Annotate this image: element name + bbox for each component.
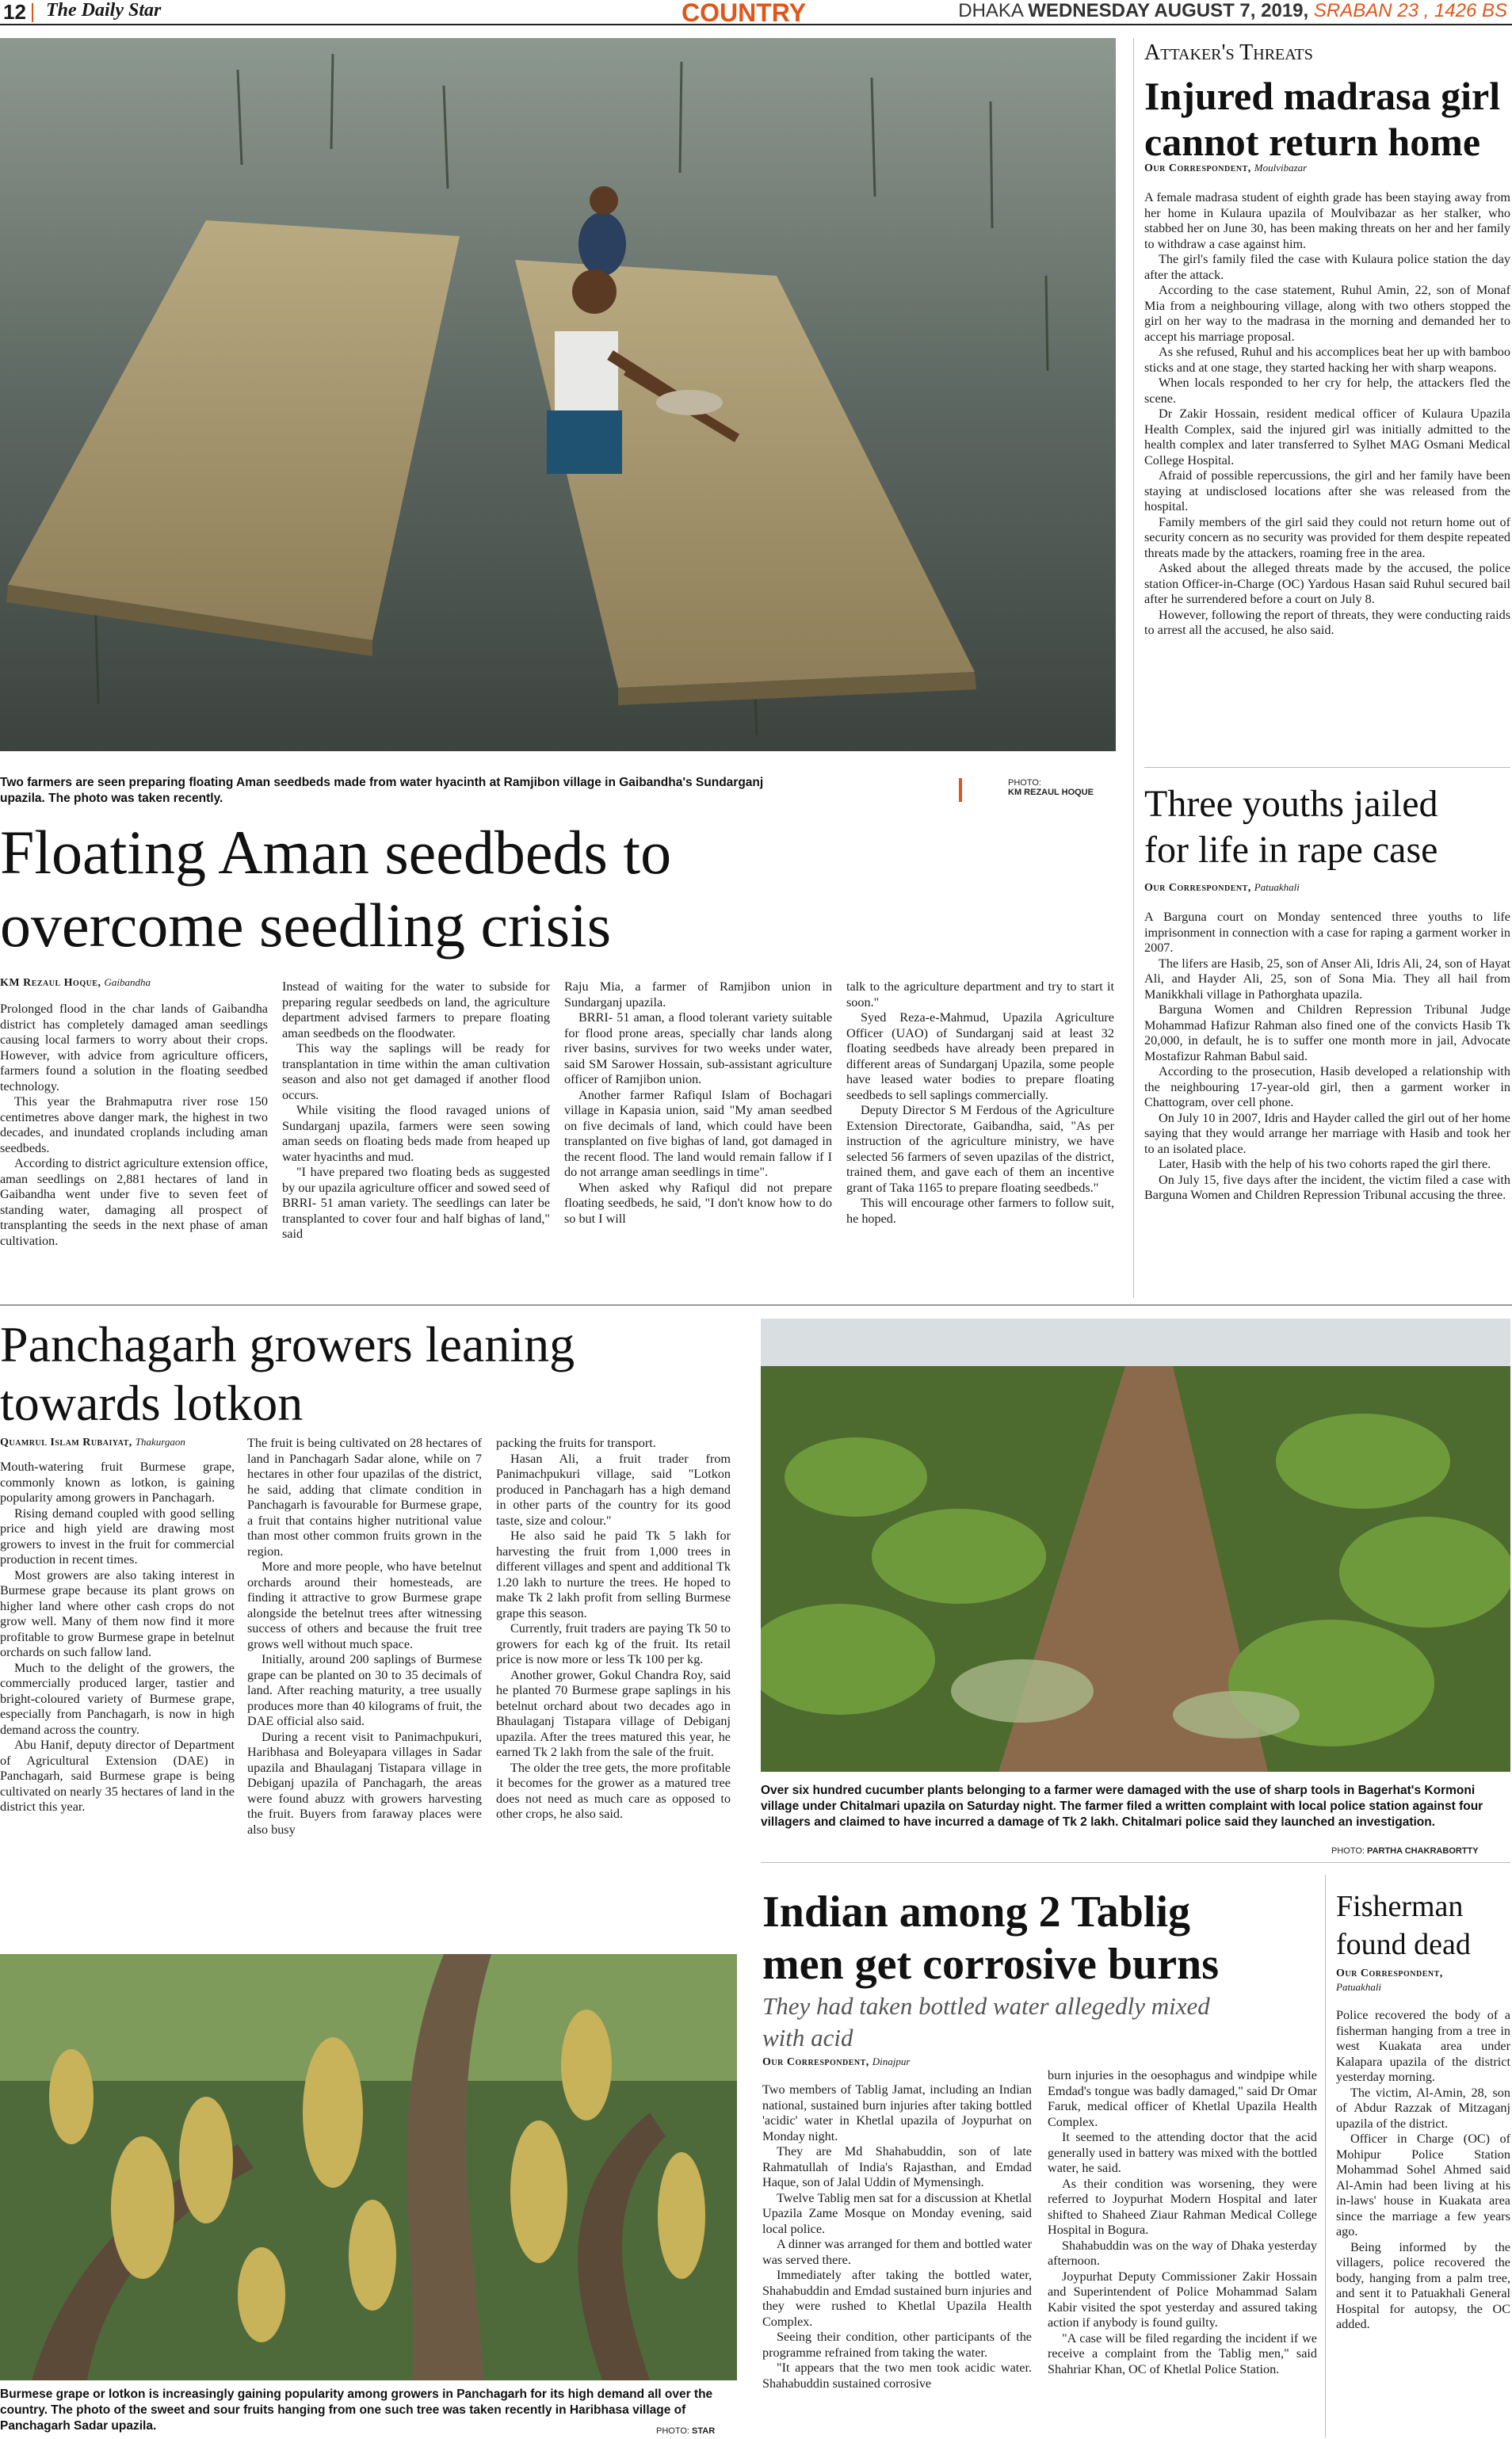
page-header: [0, 0, 1512, 25]
para: Officer in Charge (OC) of Mohipur Police Station Mohammad Sohel Ahmed said Al-Amin had been living at his in-laws' house in Kuakata area since the marriage a few years ago.: [1336, 2132, 1510, 2239]
para: Being informed by the villagers, police recovered the body, hanging from a palm tree, and sent it to Patuakhali General Hospital for autopsy, the OC added.: [1336, 2239, 1510, 2331]
para: He also said he paid Tk 5 lakh for harvesting the fruit from 1,000 trees in different villages and spent and additional Tk 1.20 lakh to nurture the trees. He hoped to make Tk 2 lakh profit from selling Burmese grape this season.: [496, 1529, 731, 1620]
credit-name: STAR: [692, 2426, 716, 2436]
para: The older the tree gets, the more profitable it becomes for the grower as a matured tree does not need as much care as opposed to other crops, he also said.: [496, 1760, 731, 1821]
para: Syed Reza-e-Mahmud, Upazila Agriculture Officer (UAO) of Sundarganj said at least 32 floating seedbeds have already been prepared in different areas of Sundarganj Upazila, some people have leased water bodies to prepare floating seedbeds to sell saplings commercially.: [846, 1010, 1114, 1102]
floating-aman-headline: [0, 816, 1117, 962]
para: Two members of Tablig Jamat, including an Indian national, sustained burn injuries after taking bottled 'acidic' water in Khetlal upazila of Joypurhat on Monday night.: [762, 2082, 1032, 2143]
para: talk to the agriculture department and try to start it soon.": [846, 979, 1114, 1010]
byline-name: Our Correspondent,: [1144, 162, 1251, 174]
para: A female madrasa student of eighth grade has been staying away from her home in Kulaura upazila of Moulvibazar as her stalker, who stabbed her on June 30, has been making threats on her and her family to withdraw a case against him.: [1144, 190, 1510, 251]
headline-line-1: Injured madrasa girl: [1144, 74, 1501, 118]
lotkon-credit: [656, 2426, 715, 2436]
dateline: [958, 0, 1507, 22]
column-rule: [1133, 38, 1134, 1298]
para: "It appears that the two men took acidic water. Shahabuddin sustained corrosive: [762, 2361, 1032, 2391]
madrasa-kicker: Attaker's Threats: [1144, 40, 1313, 65]
headline-line-2: overcome seedling crisis: [0, 891, 612, 960]
caption-marker: [959, 778, 962, 802]
para: Another farmer Rafiqul Islam of Bochagari village in Kapasia union, said "My aman seedbed on five decimals of land, which could have been transplanted on five bighas of land, got damaged in the recent flood. The land would remain fallow if I do not arrange aman seedlings in time".: [564, 1087, 832, 1179]
para: According to the prosecution, Hasib developed a relationship with the neighbouring 17-year-old girl, then a garment worker in Chattogram, over cell phone.: [1144, 1064, 1510, 1109]
fisherman-headline: [1336, 1887, 1471, 1964]
para: The lifers are Hasib, 25, son of Anser Ali, Idris Ali, 24, son of Hayat Ali, and Hayder Ali, 25, son of Sona Mia. They all hail from Manikkhali village in Pathorghata upazila.: [1144, 956, 1510, 1002]
para: On July 15, five days after the incident, the victim filed a case with Barguna Women and Children Repression Tribunal accusing the three.: [1144, 1172, 1510, 1202]
headline-line-1: Panchagarh growers leaning: [0, 1316, 575, 1372]
headline-line-1: Fisherman: [1336, 1890, 1464, 1923]
para: Afraid of possible repercussions, the girl and her family have been staying at undisclosed locations after she was released from the hospital.: [1144, 468, 1510, 513]
headline-line-1: Three youths jailed: [1144, 783, 1438, 825]
lotkon-col-3: [496, 1436, 731, 1939]
floating-aman-col-4: [846, 979, 1114, 1330]
para: Abu Hanif, deputy director of Department of Agricultural Extension (DAE) in Panchagarh, said Burmese grape is being cultivated on nearly 35 hectares of land in the district this year.: [0, 1738, 235, 1814]
madrasa-body: [1144, 190, 1510, 756]
credit-name: KM REZAUL HOQUE: [1008, 788, 1094, 797]
dateline-hijri: SRABAN 23 , 1426 BS: [1313, 0, 1507, 21]
byline-place: Patuakhali: [1254, 881, 1300, 893]
tablig-col-1: [762, 2082, 1032, 2437]
para: When asked why Rafiqul did not prepare floating seedbeds, he said, "I don't know how to do so but I will: [564, 1180, 832, 1226]
byline-place: Moulvibazar: [1254, 162, 1308, 174]
madrasa-headline: [1144, 73, 1500, 165]
para: Most growers are also taking interest in Burmese grape because its plant grows on higher land where other cash crops do not grow well. Many of them now find it more profitable to grow Burmese grape in betelnut orchards on such fallow land.: [0, 1567, 235, 1659]
para: Mouth-watering fruit Burmese grape, commonly known as lotkon, is gaining popularity among growers in Panchagarh.: [0, 1460, 235, 1505]
headline-line-2: for life in rape case: [1144, 829, 1438, 871]
para: This will encourage other farmers to follow suit, he hoped.: [846, 1196, 1114, 1226]
tablig-byline: [762, 2055, 910, 2069]
para: It seemed to the attending doctor that the acid generally used in battery was mixed with the bottled water, he said.: [1048, 2130, 1317, 2175]
headline-line-2: men get corrosive burns: [762, 1940, 1219, 1989]
lotkon-col-1: [0, 1460, 235, 1939]
headline-line-1: Indian among 2 Tablig: [762, 1887, 1191, 1937]
para: Later, Hasib with the help of his two cohorts raped the girl there.: [1159, 1157, 1491, 1171]
para: Police recovered the body of a fisherman hanging from a tree in west Kuakata area under Kalapara upazila of the district yesterday morning.: [1336, 2008, 1510, 2084]
lotkon-byline: [0, 1436, 185, 1449]
para: When locals responded to her cry for help, the attackers fled the scene.: [1144, 376, 1510, 406]
para: According to district agriculture extension office, aman seedlings on 2,881 hectares of land in Gaibandha went under five to seven feet of standing water, damaging all prospect of transplanting the seeds in the next phase of aman cultivation.: [0, 1156, 268, 1248]
floating-aman-byline: [0, 976, 151, 990]
byline-name: Our Correspondent,: [1336, 1968, 1443, 1979]
floating-seedbed-photo: [0, 38, 1116, 751]
floating-seedbed-caption: Two farmers are seen preparing floating Aman seedbeds made from water hyacinth at Ramjibon village in Gaibandha's Sundarganj upazila. The photo was taken recently.: [0, 776, 764, 805]
madrasa-byline: [1144, 162, 1307, 175]
byline-name: Our Correspondent,: [1144, 882, 1251, 894]
headline-line-2: towards lotkon: [0, 1375, 304, 1431]
para: Twelve Tablig men sat for a discussion at Khetlal Upazila Zame Mosque on Monday evening, said local police.: [762, 2190, 1032, 2236]
credit-label: PHOTO:: [1331, 1846, 1365, 1856]
floating-aman-col-3: [564, 979, 832, 1330]
para: While visiting the flood ravaged unions of Sundarganj upazila, farmers were seen sowing aman seeds on floating beds made from heaped up water hyacinths and mud.: [282, 1103, 550, 1164]
para: burn injuries in the oesophagus and windpipe while Emdad's tongue was badly damaged," said Dr Omar Faruk, medical officer of Khetlal Upazila Health Complex.: [1048, 2068, 1317, 2129]
para: A dinner was arranged for them and bottled water was served there.: [762, 2237, 1032, 2267]
byline-name: Quamrul Islam Rubaiyat,: [0, 1437, 132, 1449]
para: Seeing their condition, other participants of the programme refrained from taking the water.: [762, 2330, 1032, 2360]
lotkon-headline: [0, 1315, 761, 1433]
para: Hasan Ali, a fruit trader from Panimachpukuri village, said "Lotkon produced in Panchagarh has a high demand in other parts of the country for its good taste, size and colour.": [496, 1451, 731, 1528]
para: Much to the delight of the growers, the commercially produced larger, tastier and bright-coloured variety of Burmese grape, especially from Panchagarh, is now in high demand across the country.: [0, 1660, 235, 1737]
cucumber-photo: [761, 1319, 1510, 1772]
three-youths-byline: [1144, 881, 1300, 895]
header-divider: [32, 3, 33, 22]
floating-aman-col-2: [282, 979, 550, 1330]
para: However, following the report of threats, they were conducting raids to arrest all the accused, he also said.: [1144, 607, 1510, 637]
floating-seedbed-image: [0, 38, 1116, 751]
para: Dr Zakir Hossain, resident medical officer of Kulaura Upazila Health Complex, said the injured girl was initially admitted to the health complex and later transferred to Sylhet MAG Osmani Medical College Hospital.: [1144, 406, 1510, 468]
headline-line-2: cannot return home: [1144, 120, 1481, 164]
deck-line-1: They had taken bottled water allegedly mixed: [762, 1992, 1210, 2020]
three-youths-headline: [1144, 781, 1438, 873]
para: Initially, around 200 saplings of Burmese grape can be planted on 30 to 35 decimals of land. After reaching maturity, a tree usually produces more than 40 kilograms of fruit, the DAE official also said.: [247, 1652, 482, 1728]
para: "I have prepared two floating beds as suggested by our upazila agriculture officer and sowed seed of BRRI- 51 aman variety. The seedlings can later be transplanted to cover four and half bighas of land," said: [282, 1165, 550, 1241]
para: On July 10 in 2007, Idris and Hayder called the girl out of her home saying that they would arrange her marriage with Hasib and took her to an isolated place.: [1144, 1110, 1510, 1156]
floating-aman-col-1: [0, 1002, 268, 1330]
byline-name: KM Rezaul Hoque,: [0, 977, 101, 989]
three-youths-body: [1144, 910, 1510, 1293]
para: During a recent visit to Panimachpukuri, Haribhasa and Boleyapara villages in Sadar upazila and Bhaulaganj Tistapara village in Debiganj upazila of Panchagarh, the areas were found abuzz with growers harvesting the fruit. Buyers from faraway places were also busy: [247, 1729, 482, 1837]
lotkon-caption: Burmese grape or lotkon is increasingly gaining popularity among growers in Panchagarh for its high demand all over the country. The photo of the sweet and sour fruits hanging from one such tree was taken recently in Haribhasa village of Panchagarh Sadar upazila.: [0, 2387, 713, 2433]
para: Another grower, Gokul Chandra Roy, said he planted 70 Burmese grape saplings in his betelnut orchard about two decades ago in Bhaulaganj Tistapara village of Debiganj upazila. After the trees matured this year, he earned Tk 2 lakh from the sale of the fruit.: [496, 1667, 731, 1759]
byline-place: Patuakhali: [1336, 1981, 1382, 1993]
floating-seedbed-credit: [1008, 778, 1094, 797]
para: Raju Mia, a farmer of Ramjibon union in Sundarganj upazila.: [564, 979, 832, 1010]
credit-name: PARTHA CHAKRABORTTY: [1367, 1846, 1479, 1856]
byline-place: Gaibandha: [104, 976, 151, 988]
byline-place: Thakurgaon: [135, 1436, 185, 1448]
article-divider: [761, 1862, 1510, 1863]
tablig-headline: [762, 1886, 1219, 1991]
byline-place: Dinajpur: [872, 2055, 911, 2067]
para: The victim, Al-Amin, 28, son of Abdur Razzak of Mitzaganj upazila of the district.: [1336, 2085, 1510, 2131]
headline-line-2: found dead: [1336, 1928, 1471, 1961]
para: Instead of waiting for the water to subside for preparing regular seedbeds on land, the agriculture department advised farmers to prepare floating aman seedbeds on the floodwater.: [282, 979, 550, 1040]
para: Barguna Women and Children Repression Tribunal Judge Mohammad Hafizur Rahman also fined one of the convicts Hasib Tk 20,000, in default, he is to suffer one month more in jail, Advocate Mostafizur Rahman Babul said.: [1144, 1002, 1510, 1063]
para: This year the Brahmaputra river rose 150 centimetres above danger mark, the highest in two decades, and inundated croplands including aman seedbeds.: [0, 1094, 268, 1155]
para: The girl's family filed the case with Kulaura police station the day after the attack.: [1144, 252, 1510, 282]
tablig-deck: [762, 1991, 1210, 2054]
column-rule: [1325, 1875, 1326, 2437]
page-number: 12: [3, 0, 26, 24]
lotkon-col-2: [247, 1436, 482, 1939]
para: Currently, fruit traders are paying Tk 50 to growers for each kg of the fruit. Its retail price is now more or less Tk 100 per kg.: [496, 1621, 731, 1666]
para: They are Md Shahabuddin, son of late Rahmatullah of India's Rajasthan, and Emdad Haque, son of Jalal Uddin of Mymensingh.: [762, 2144, 1032, 2189]
para: More and more people, who have betelnut orchards around their homesteads, are finding it attractive to grow Burmese grape alongside the betelnut trees after witnessing success of others and because the fruit tree grows well without much space.: [247, 1559, 482, 1651]
para: Family members of the girl said they could not return home out of security concern as no security was provided for them despite repeated threats made by the attackers, roaming free in the area.: [1144, 514, 1510, 560]
cucumber-caption: Over six hundred cucumber plants belonging to a farmer were damaged with the use of sharp tools in Bagerhat's Kormoni village under Chitalmari upazila on Saturday night. The farmer filed a written complaint with local police station against four villagers and claimed to have incurred a damage of Tk 2 lakh. Chitalmari police said they launched an investigation.: [761, 1784, 1483, 1829]
para: Immediately after taking the bottled water, Shahabuddin and Emdad sustained burn injuries and they were rushed to Khetlal Upazila Health Complex.: [762, 2268, 1032, 2329]
para: BRRI- 51 aman, a flood tolerant variety suitable for flood prone areas, specially char lands along river basins, survives for two weeks under water, said SM Sarower Hossain, sub-assistant agriculture officer of Ramjibon union.: [564, 1010, 832, 1086]
cucumber-field-image: [761, 1319, 1510, 1772]
para: packing the fruits for transport.: [496, 1436, 656, 1450]
cucumber-credit: [1331, 1846, 1479, 1856]
fisherman-body: [1336, 2008, 1510, 2437]
para: Asked about the alleged threats made by the accused, the police station Officer-in-Charge (OC) Yardous Hasan said Ruhul secured bail after he surrendered before a court on July 8.: [1144, 561, 1510, 606]
fisherman-byline: [1336, 1967, 1510, 1994]
lotkon-tree-image: [0, 1954, 737, 2380]
para: Deputy Director S M Ferdous of the Agriculture Extension Directorate, Gaibandha, said, "As per instruction of the agriculture ministry, we have selected 56 farmers of seven upazilas of the district, trained them, and gave each of them an incentive grant of Taka 1165 to prepare floating seedbeds.": [846, 1103, 1114, 1195]
dateline-date: WEDNESDAY AUGUST 7, 2019,: [1028, 0, 1309, 21]
para: Shahabuddin was on the way of Dhaka yesterday afternoon.: [1048, 2238, 1317, 2268]
para: The fruit is being cultivated on 28 hectares of land in Panchagarh Sadar alone, while on 7 hectares in other four upazilas of the district, he said, adding that climate condition in Panchagarh is favourable for Burmese grape, a fruit that contains higher nutritional value than most other common fruits grown in the region.: [247, 1436, 482, 1559]
para: Prolonged flood in the char lands of Gaibandha district has completely damaged aman seedlings causing local farmers to worry about their crops. However, with advice from agriculture officers, farmers found a solution in the floating seedbed technology.: [0, 1002, 268, 1094]
byline-name: Our Correspondent,: [762, 2056, 869, 2068]
section-divider: [0, 1304, 1512, 1306]
article-divider: [1144, 767, 1510, 768]
headline-line-1: Floating Aman seedbeds to: [0, 818, 672, 887]
para: Rising demand coupled with good selling price and high yield are drawing most growers to invest in the fruit for commercial production in recent times.: [0, 1506, 235, 1567]
para: Joypurhat Deputy Commissioner Zakir Hossain and Superintendent of Police Mohammad Salam Kabir visited the spot yesterday and assured taking action if anybody is found guilty.: [1048, 2269, 1317, 2330]
newspaper-name: The Daily Star: [46, 0, 162, 21]
tablig-col-2: [1048, 2068, 1317, 2437]
lotkon-photo: [0, 1954, 737, 2380]
section-title: COUNTRY: [682, 0, 807, 27]
para: As their condition was worsening, they were referred to Joypurhat Modern Hospital and later shifted to Shaheed Ziaur Rahman Medical College Hospital in Bogura.: [1048, 2176, 1317, 2237]
para: A Barguna court on Monday sentenced three youths to life imprisonment in connection with a case for raping a garment worker in 2007.: [1144, 910, 1510, 955]
para: This way the saplings will be ready for transplantation in time within the aman cultivation season and also not get damaged if another flood occurs.: [282, 1041, 550, 1102]
para: As she refused, Ruhul and his accomplices beat her up with bamboo sticks and at one stage, they started hacking her with sharp weapons.: [1144, 345, 1510, 375]
para: "A case will be filed regarding the incident if we receive a complaint from the Tablig men," said Shahriar Khan, OC of Khetlal Police Station.: [1048, 2330, 1317, 2376]
deck-line-2: with acid: [762, 2024, 853, 2052]
para: According to the case statement, Ruhul Amin, 22, son of Monaf Mia from a neighbouring village, along with two others stopped the girl on her way to the madrasa in the morning and demanded her to accept his marriage proposal.: [1144, 283, 1510, 344]
credit-label: PHOTO:: [1008, 778, 1041, 788]
dateline-city: DHAKA: [958, 0, 1023, 21]
credit-label: PHOTO:: [656, 2426, 689, 2436]
